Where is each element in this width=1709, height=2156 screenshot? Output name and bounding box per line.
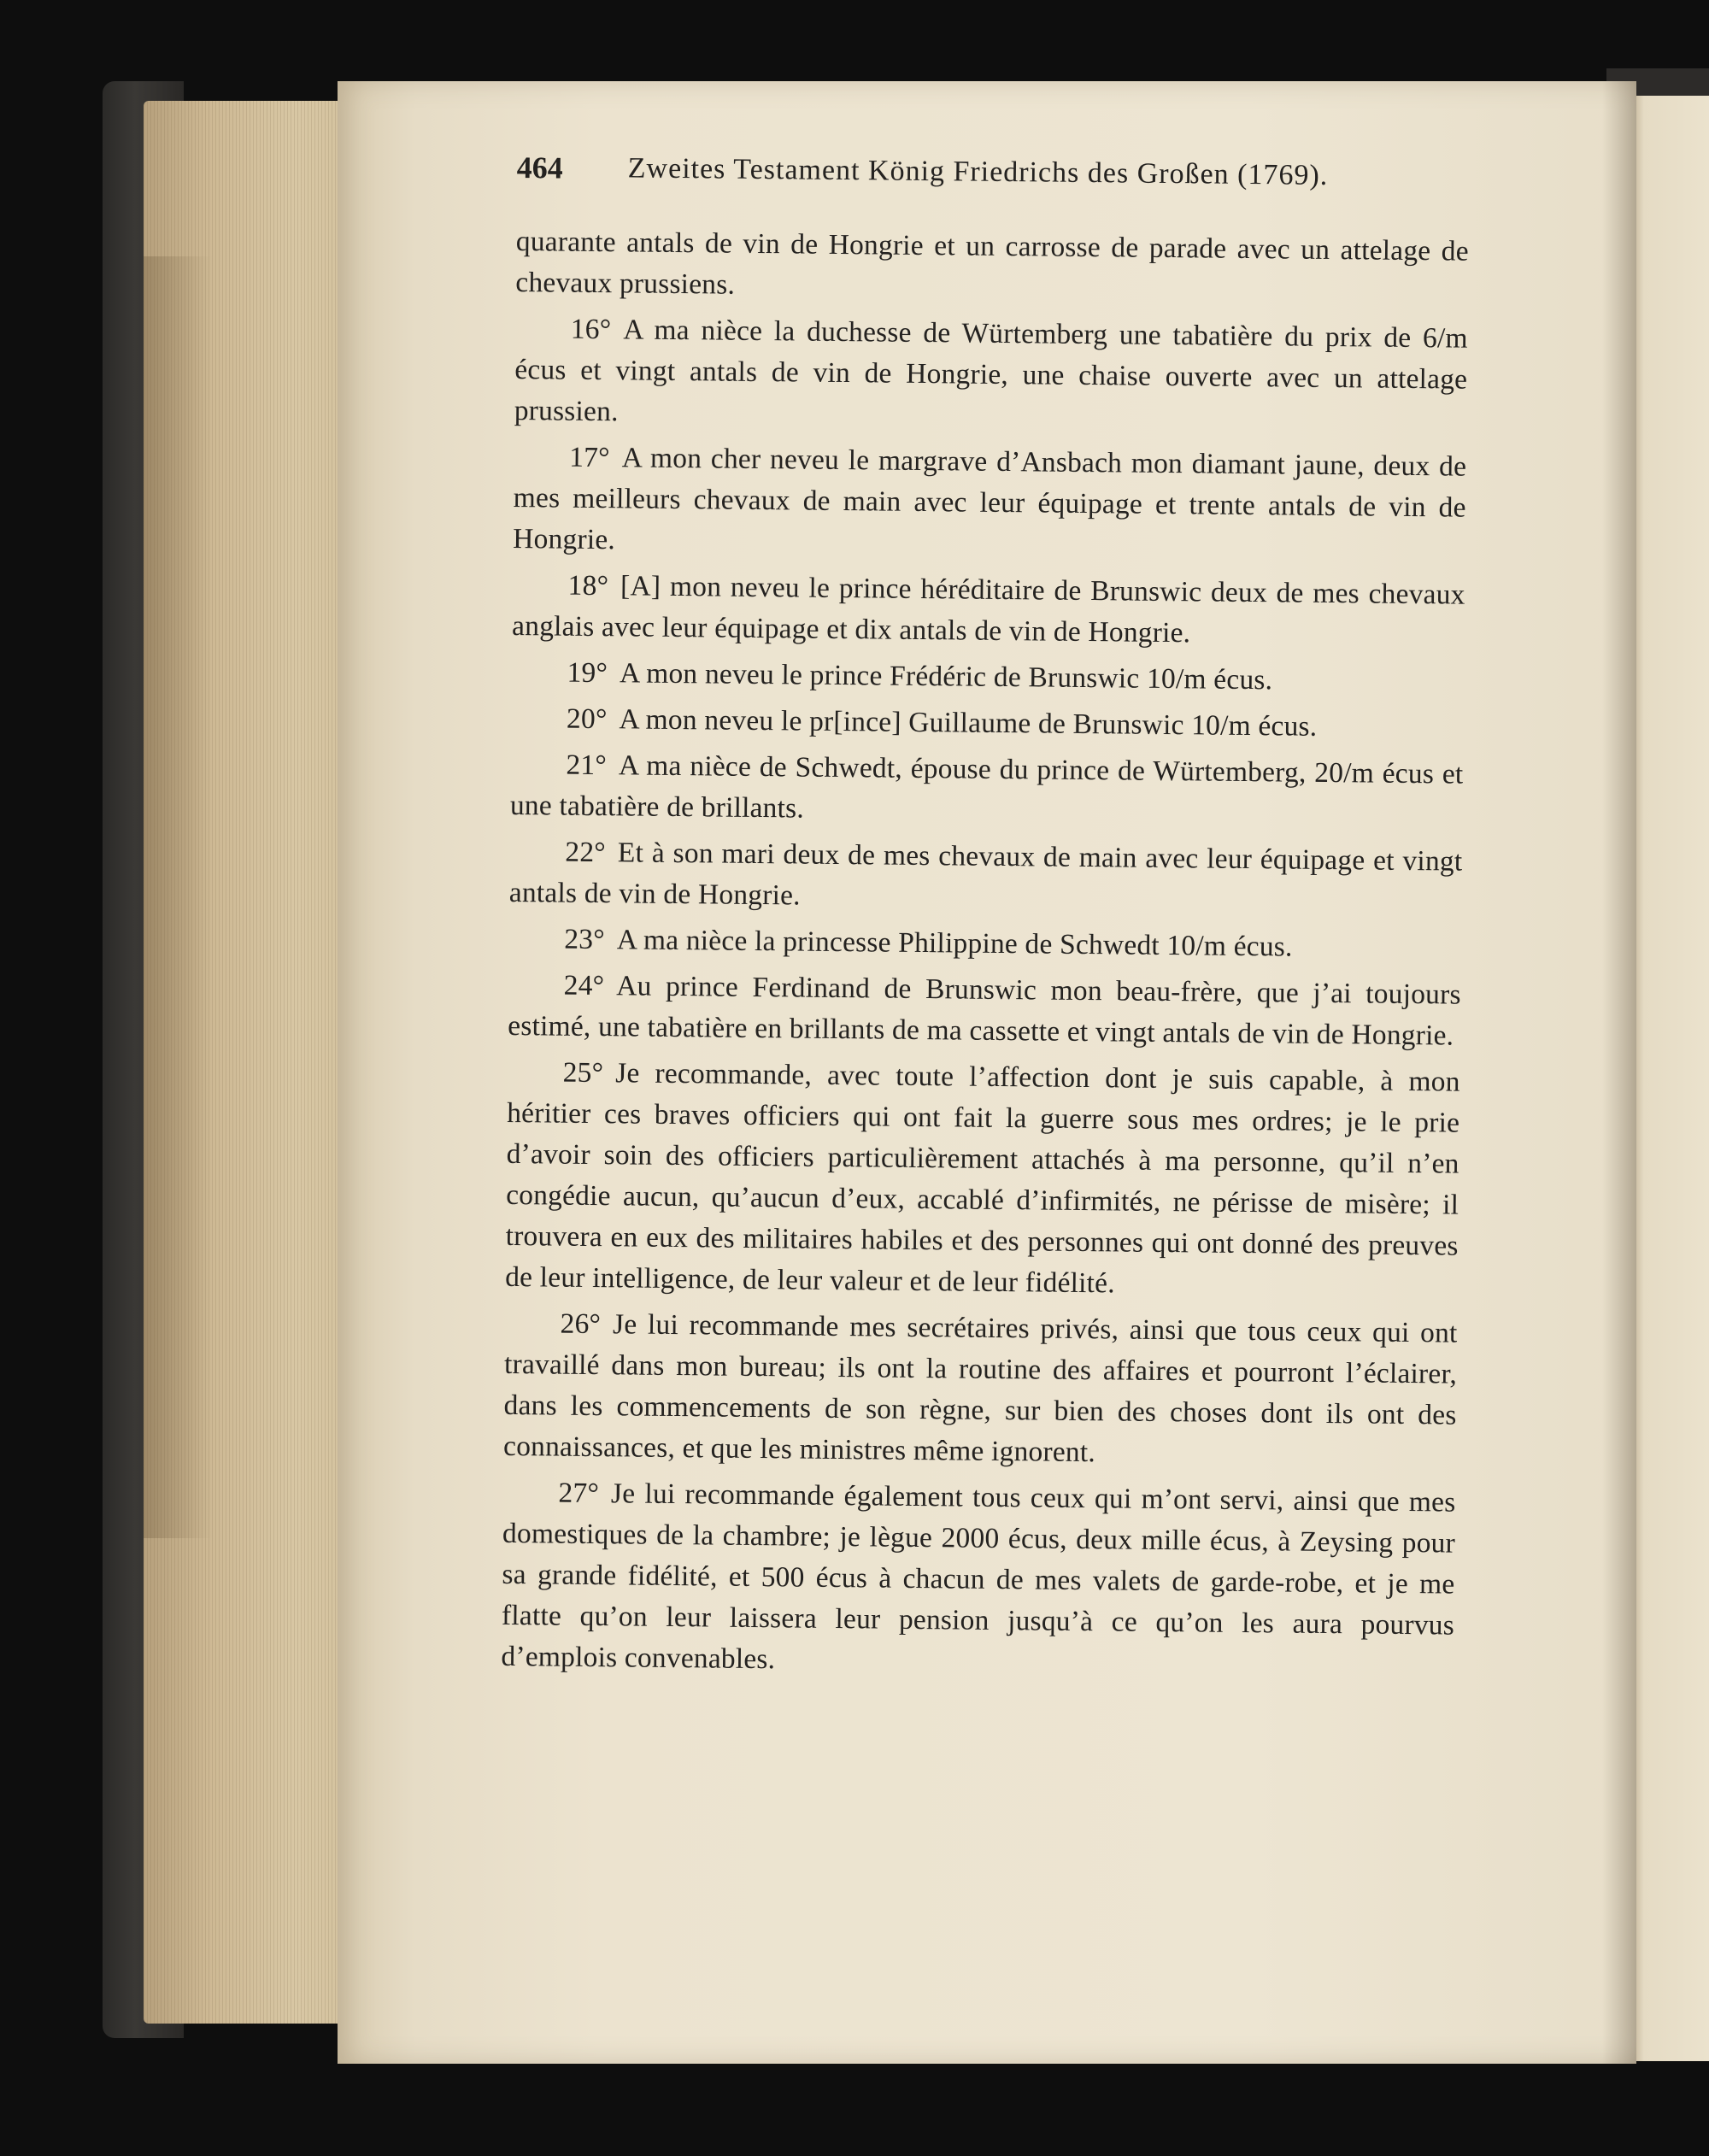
paragraph-number: 21° [566,749,608,782]
paragraph [508,919,1461,970]
paragraph [509,831,1463,924]
paragraph-number: 16° [570,313,612,346]
gutter-shadow [1602,81,1636,2064]
paragraph [505,1052,1460,1308]
page-edge-stain [144,256,212,1538]
paragraph [508,965,1461,1057]
page-number: 464 [516,150,563,185]
paragraph-number: 19° [567,656,608,690]
paragraph-number: 23° [564,923,606,956]
paragraph [511,652,1464,703]
paragraph-number: 18° [567,569,609,602]
paragraph-text: A ma nièce la princesse Philippine de Schwedt 10/m écus. [616,924,1293,963]
paragraph [511,698,1464,749]
paragraph-text: A mon neveu le prince Frédéric de Brunswic 10/m écus. [619,657,1273,696]
paragraph-list [501,221,1469,1688]
paragraph-text: Et à son mari deux de mes chevaux de main avec leur équipage et vingt antals de vin de Hongrie. [508,837,1463,912]
paragraph-text: Au prince Ferdinand de Brunswic mon beau-frère, que j’ai toujours estimé, une tabatière en brillants de ma cassette et vingt antals de vin de Hongrie. [508,970,1461,1052]
paragraph-text: [A] mon neveu le prince héréditaire de Brunswic deux de mes chevaux anglais avec leur équipage et dix antals de vin de Hongrie. [511,570,1465,649]
paragraph [510,744,1464,837]
paragraph-text: A mon cher neveu le margrave d’Ansbach mon diamant jaune, deux de mes meilleurs chevaux de main avec leur équipage et trente antals de vin de Hongrie. [513,442,1467,556]
page-text-block [501,150,1470,1693]
running-head: Zweites Testament König Friedrichs des Großen (1769). [627,152,1329,191]
paragraph-number: 17° [569,441,610,474]
paragraph-number: 22° [565,836,607,869]
paragraph [514,308,1468,442]
paragraph-text: A ma nièce de Schwedt, épouse du prince de Würtemberg, 20/m écus et une tabatière de brillants. [509,749,1464,825]
facing-page-edge [1628,96,1709,2061]
book-page [338,81,1636,2064]
paragraph-text: Je lui recommande également tous ceux qui m’ont servi, ainsi que mes domestiques de la chambre; je lègue 2000 écus, deux mille écus, à Zeysing pour sa grande fidélité, et 500 écus à chacun de mes valets de garde-robe, et je me flatte qu’on leur laissera leur pension jusqu’à ce qu’on les aura pourvus d’emplois convenables. [501,1477,1456,1676]
paragraph-number: 24° [563,969,605,1002]
paragraph [503,1303,1458,1477]
paragraph-text: A ma nièce la duchesse de Würtemberg une tabatière du prix de 6/m écus et vingt antals de vin de Hongrie, une chaise ouverte avec un attelage prussien. [514,314,1468,428]
paragraph [512,565,1465,657]
paragraph-number: 26° [560,1307,602,1341]
paragraph [501,1472,1455,1688]
paragraph [513,437,1466,570]
paragraph-text: Je recommande, avec toute l’affection dont je suis capable, à mon héritier ces braves officiers qui ont fait la guerre sous mes ordres; je le prie d’avoir soin des officiers particulièrement attachés à ma personne, qu’il n’en congédie aucun, qu’aucun d’eux, accablé d’infirmités, ne périsse de misère; il trouvera en eux des militaires habiles et des personnes qui ont donné des preuves de leur intelligence, de leur valeur et de leur fidélité. [504,1057,1460,1300]
paragraph-text: Je lui recommande mes secrétaires privés, ainsi que tous ceux qui ont travaillé dans mon bureau; ils ont la routine des affaires et pourront l’éclairer, dans les commencements de son règne, sur bien des choses dont ils ont des connaissances, et que les ministres même ignorent. [502,1308,1458,1469]
paragraph-number: 20° [566,702,608,736]
paragraph-text: A mon neveu le pr[ince] Guillaume de Brunswic 10/m écus. [619,703,1318,743]
page-header [516,150,1470,220]
paragraph-number: 25° [562,1056,604,1090]
paragraph [515,221,1469,314]
paragraph-number: 27° [558,1477,600,1510]
paragraph-text: quarante antals de vin de Hongrie et un carrosse de parade avec un attelage de chevaux prussiens. [515,225,1470,301]
